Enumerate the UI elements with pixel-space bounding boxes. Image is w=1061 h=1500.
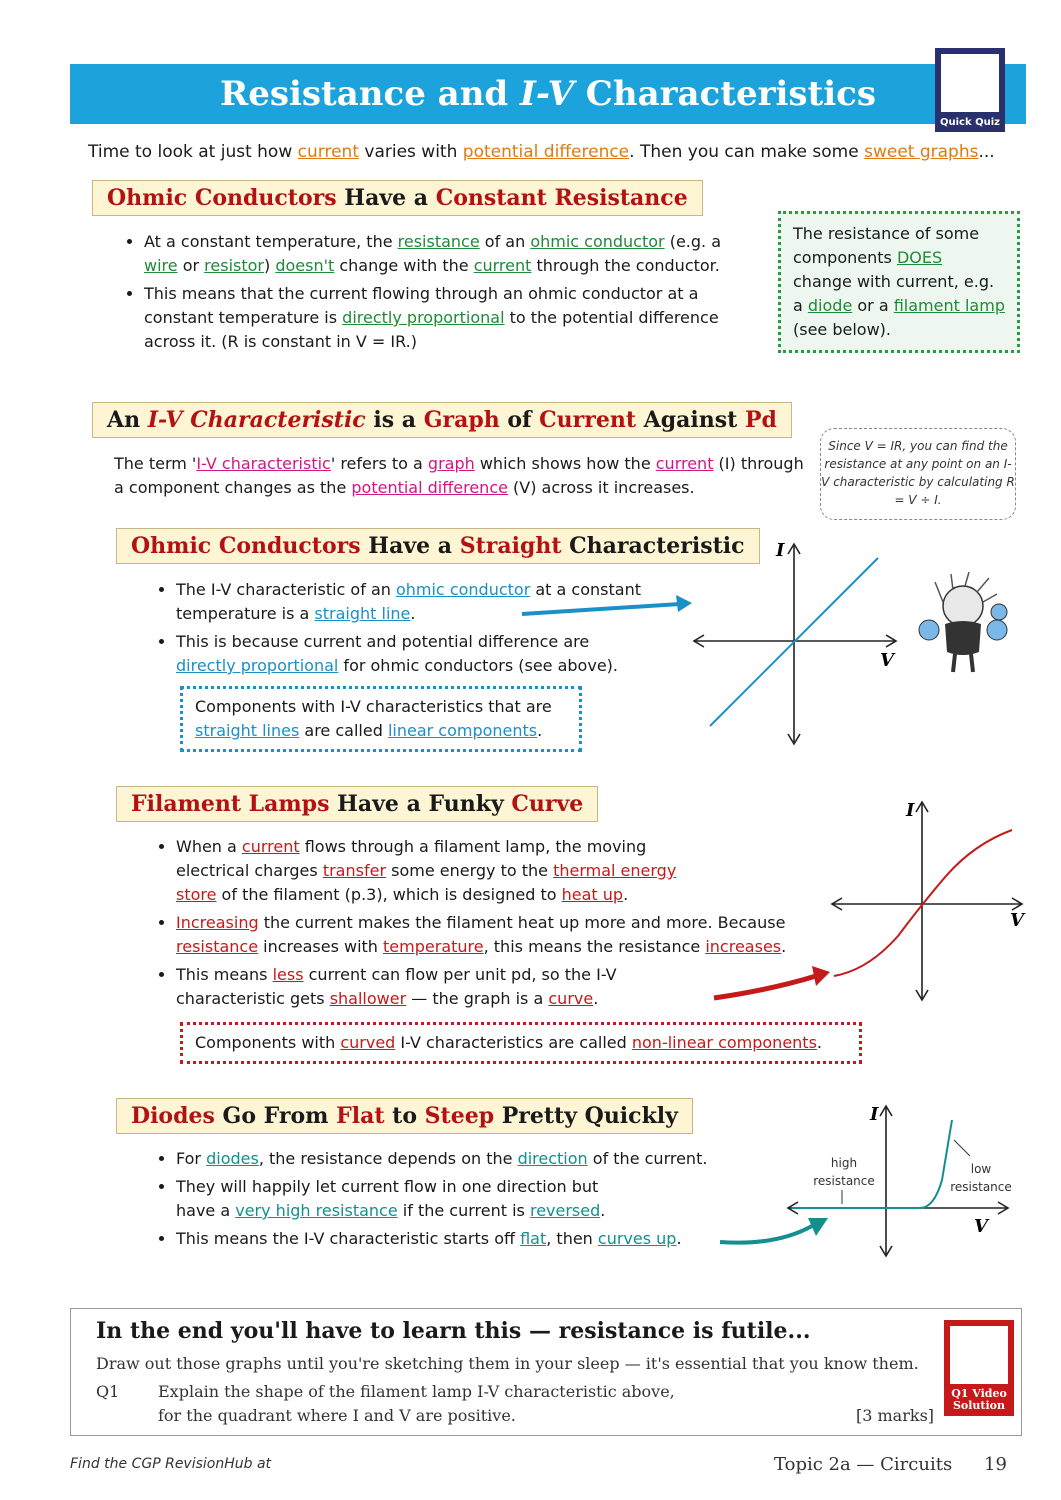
section-heading-filament: Filament Lamps Have a Funky Curve: [116, 786, 598, 822]
question-line-1: Explain the shape of the filament lamp I-V characteristic above,: [158, 1382, 675, 1401]
qr-code-icon: [950, 1326, 1008, 1384]
section-heading-ohmic-constant: Ohmic Conductors Have a Constant Resistance: [92, 180, 703, 216]
low-resistance-label: low resistance: [950, 1162, 1012, 1194]
i-axis-label: I: [906, 800, 915, 821]
question-line-2: for the quadrant where I and V are positive.: [158, 1406, 516, 1425]
footer-topic: Topic 2a — Circuits: [774, 1454, 953, 1475]
video-solution-label: Q1 Video Solution: [951, 1387, 1007, 1412]
footer-revisionhub: Find the CGP RevisionHub at: [70, 1456, 272, 1472]
summary-text: Draw out those graphs until you're sketching them in your sleep — it's essential that you know them.: [96, 1354, 919, 1373]
bullet: • When a current flows through a filament lamp, the moving electrical charges transfer some energy to the thermal energy store of the filament (p.3), which is designed to heat up.: [176, 835, 696, 907]
bullet: • This means the I-V characteristic starts off flat, then curves up.: [176, 1227, 750, 1251]
callout-resistance-changes: The resistance of some components DOES change with current, e.g. a diode or a filament lamp (see below).: [778, 211, 1020, 353]
section-heading-iv-characteristic: An I-V Characteristic is a Graph of Current Against Pd: [92, 402, 792, 438]
qr-code-icon: [941, 54, 999, 112]
cartoon-figure-illustration: [905, 572, 1025, 682]
bullet: • They will happily let current flow in one direction but have a very high resistance if the current is reversed.: [176, 1175, 636, 1223]
quick-quiz-label: Quick Quiz: [940, 117, 1000, 128]
callout-linear-components: Components with I-V characteristics that are straight lines are called linear components.: [180, 686, 582, 752]
callout-nonlinear-components: Components with curved I-V characteristics are called non-linear components.: [180, 1022, 862, 1064]
section1-bullets: [118, 230, 758, 358]
bullet: • The I-V characteristic of an ohmic conductor at a constant temperature is a straight line.: [176, 578, 650, 626]
section-heading-ohmic-straight: Ohmic Conductors Have a Straight Characteristic: [116, 528, 760, 564]
bullet: • Increasing the current makes the filament heat up more and more. Because resistance increases with temperature, this means the resistance increases.: [176, 911, 830, 959]
section5-bullets: [150, 1147, 750, 1255]
summary-title: In the end you'll have to learn this — resistance is futile...: [96, 1318, 811, 1344]
high-resistance-label: high resistance: [813, 1156, 875, 1188]
bullet: • For diodes, the resistance depends on the direction of the current.: [176, 1147, 750, 1171]
filament-iv-graph: [828, 796, 1028, 1006]
arrow-to-curve-graph: [710, 960, 836, 1006]
bullet: • This is because current and potential difference are directly proportional for ohmic conductors (see above).: [176, 630, 650, 678]
question-number: Q1: [96, 1382, 120, 1401]
page-title: Resistance and I-V Characteristics: [219, 74, 877, 114]
v-axis-label: V: [880, 650, 894, 671]
v-axis-label: V: [1010, 910, 1024, 931]
i-axis-label: I: [776, 540, 785, 561]
ohmic-iv-graph: [690, 538, 900, 748]
v-axis-label: V: [974, 1216, 988, 1237]
bullet: • This means less current can flow per unit pd, so the I-V characteristic gets shallower — the graph is a curve.: [176, 963, 716, 1011]
page-number: 19: [984, 1454, 1007, 1475]
bullet: • This means that the current flowing through an ohmic conductor at a constant temperature is directly proportional to the potential difference across it. (R is constant in V = IR.): [144, 282, 758, 354]
bullet: • At a constant temperature, the resistance of an ohmic conductor (e.g. a wire or resistor) doesn't change with the current through the conductor.: [144, 230, 758, 278]
i-axis-label: I: [870, 1104, 879, 1125]
iv-definition-text: The term 'I-V characteristic' refers to a graph which shows how the current (I) through a component changes as the potential difference (V) across it increases.: [114, 454, 804, 497]
intro-text: Time to look at just how current varies with potential difference. Then you can make some sweet graphs...: [88, 142, 995, 162]
resistance-note: Since V = IR, you can find the resistance at any point on an I-V characteristic by calculating R = V ÷ I.: [820, 428, 1016, 520]
section-heading-diodes: Diodes Go From Flat to Steep Pretty Quickly: [116, 1098, 693, 1134]
marks-label: [3 marks]: [856, 1406, 935, 1425]
arrow-to-straight-graph: [520, 590, 700, 620]
